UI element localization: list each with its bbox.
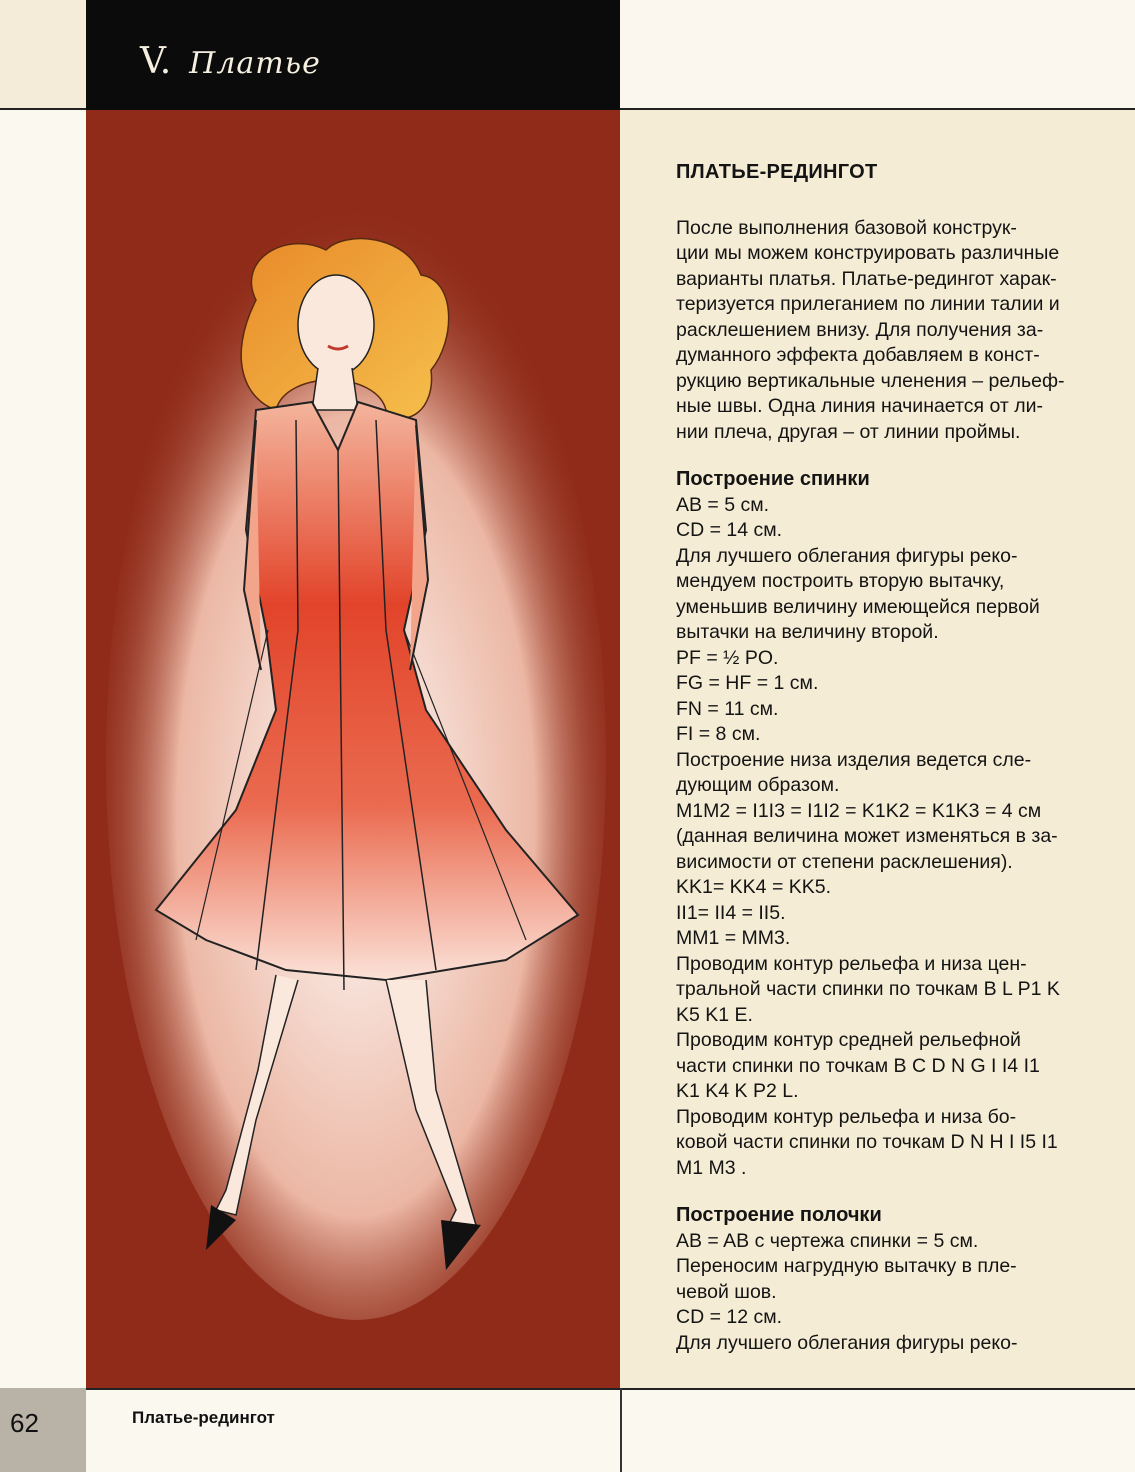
chapter-number: V. — [140, 41, 172, 82]
intro-line: теризуется прилеганием по линии талии и — [676, 293, 1060, 315]
fashion-illustration — [86, 110, 620, 1388]
intro-line: нии плеча, другая – от линии проймы. — [676, 420, 1021, 443]
text-line: Проводим контур рельефа и низа цен- — [676, 952, 1027, 975]
text-line: CD = 12 см. — [676, 1306, 783, 1328]
text-line: KK1= KK4 = KK5. — [676, 876, 832, 898]
neck — [312, 368, 358, 410]
text-line: M1M2 = I1I3 = I1I2 = K1K2 = K1K3 = 4 см — [676, 799, 1042, 822]
section-heading-front: Построение полочки — [676, 1204, 882, 1226]
dress-sketch — [86, 110, 620, 1388]
header-right-band — [620, 0, 1135, 110]
text-line: тральной части спинки по точкам B L P1 K — [676, 978, 1060, 1000]
text-line: (данная величина может изменяться в за- — [676, 825, 1058, 847]
section-front-body — [676, 1229, 1089, 1357]
text-line: Проводим контур средней рельефной — [676, 1029, 1021, 1051]
text-line: K1 K4 K P2 L. — [676, 1080, 799, 1102]
text-line: II1= II4 = II5. — [676, 901, 786, 924]
text-line: Для лучшего облегания фигуры реко- — [676, 544, 1018, 567]
section-back-body — [676, 493, 1089, 1182]
text-line: висимости от степени расклешения). — [676, 850, 1013, 873]
intro-line: После выполнения базовой конструк- — [676, 216, 1017, 239]
running-title: Платье-редингот — [132, 1408, 275, 1427]
text-line: FG = HF = 1 см. — [676, 672, 819, 694]
text-line: вытачки на величину второй. — [676, 621, 939, 643]
text-line: AB = 5 см. — [676, 493, 770, 516]
header-left-band — [0, 0, 86, 110]
chapter-title: Платье — [189, 46, 321, 81]
text-line: FI = 8 см. — [676, 723, 761, 745]
footer-divider — [620, 1388, 622, 1472]
intro-line: расклешением внизу. Для получения за- — [676, 318, 1044, 341]
text-line: Для лучшего облегания фигуры реко- — [676, 1331, 1018, 1354]
face — [298, 275, 374, 375]
intro-paragraph — [676, 216, 1089, 446]
chapter-heading — [140, 41, 321, 82]
text-line: части спинки по точкам B C D N G I I4 I1 — [676, 1054, 1040, 1077]
text-line: уменьшив величину имеющейся первой — [676, 595, 1040, 618]
text-line: FN = 11 см. — [676, 697, 779, 720]
text-line: чевой шов. — [676, 1280, 777, 1303]
page-number: 62 — [10, 1408, 39, 1438]
intro-line: ции мы можем конструировать различные — [676, 242, 1060, 264]
text-line: AB = AB с чертежа спинки = 5 см. — [676, 1229, 979, 1252]
intro-line: варианты платья. Платье-редингот харак- — [676, 267, 1057, 290]
left-margin — [0, 110, 86, 1388]
text-line: K5 K1 E. — [676, 1003, 753, 1026]
text-line: мендуем построить вторую вытачку, — [676, 570, 1005, 592]
text-line: Построение низа изделия ведется сле- — [676, 748, 1032, 771]
text-line: ковой части спинки по точкам D N H I I5 I1 — [676, 1131, 1058, 1153]
text-line: Проводим контур рельефа и низа бо- — [676, 1105, 1017, 1128]
article — [676, 160, 1089, 1356]
intro-line: думанного эффекта добавляем в конст- — [676, 344, 1040, 366]
article-title: ПЛАТЬЕ-РЕДИНГОТ — [676, 161, 878, 183]
text-line: M1 M3 . — [676, 1156, 747, 1179]
text-line: дующим образом. — [676, 774, 840, 796]
intro-line: рукцию вертикальные членения – рельеф- — [676, 369, 1065, 392]
text-line: PF = ½ PO. — [676, 646, 779, 669]
page-footer — [0, 1388, 1135, 1472]
text-line: CD = 14 см. — [676, 519, 783, 541]
intro-line: ные швы. Одна линия начинается от ли- — [676, 395, 1043, 417]
text-line: MM1 = MM3. — [676, 927, 791, 949]
section-heading-back: Построение спинки — [676, 468, 870, 490]
text-line: Переносим нагрудную вытачку в пле- — [676, 1255, 1017, 1277]
